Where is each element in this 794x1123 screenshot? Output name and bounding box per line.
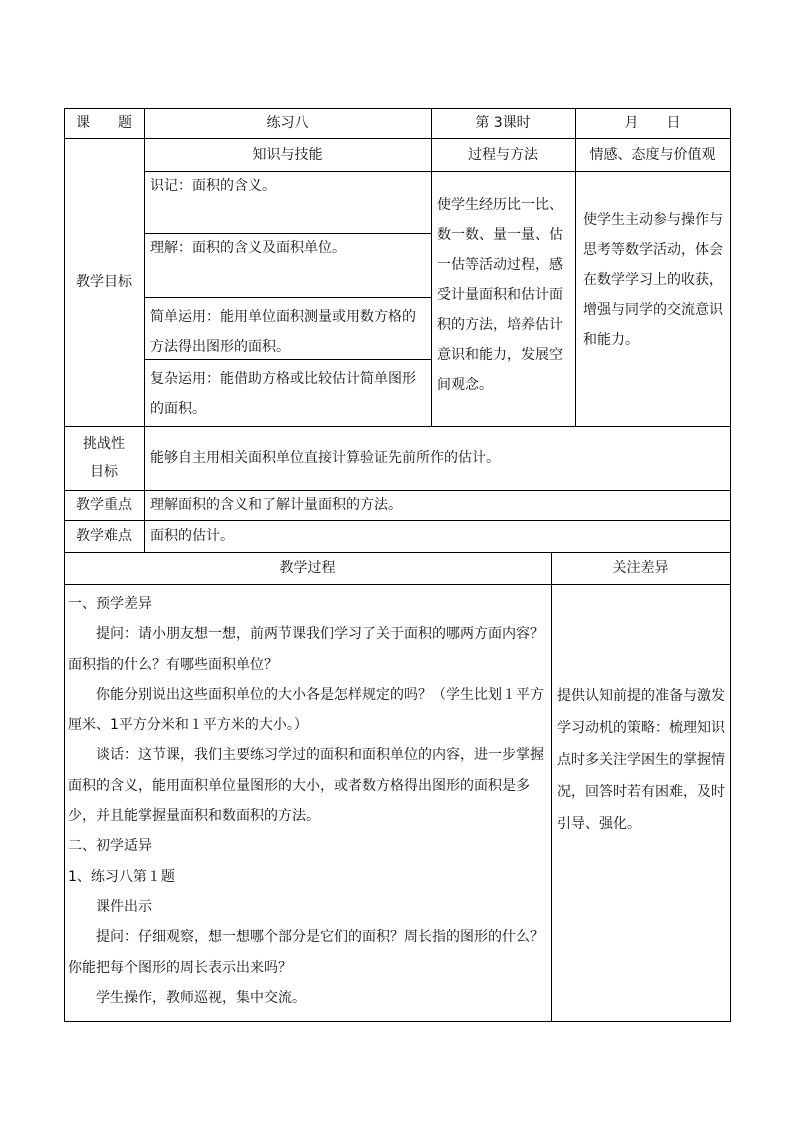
col-knowledge-header: 知识与技能	[252, 146, 323, 163]
challenge-text: 能够自主用相关面积单位直接计算验证先前所作的估计。	[150, 450, 500, 466]
process-paragraph: 提问：仔细观察，想一想哪个部分是它们的面积？周长指的图形的什么？你能把每个图形的周长表示出来吗？	[68, 929, 544, 976]
process-section-1-title: 一、预学差异	[68, 596, 152, 612]
difficulty-text: 面积的估计。	[150, 528, 234, 544]
process-header: 教学过程	[279, 560, 336, 576]
topic-label: 课 题	[76, 115, 132, 131]
process-paragraph: 谈话：这节课，我们主要练习学过的面积和面积单位的内容，进一步掌握面积的含义，能用面积单位量图形的大小，或者数方格得出图形的面积是多少，并且能掌握量面积和数面积的方法。	[68, 747, 544, 825]
table-rule	[144, 297, 431, 298]
process-exercise-title: 1、练习八第１题	[68, 868, 175, 885]
process-paragraph: 学生操作，教师巡视，集中交流。	[96, 989, 306, 1006]
table-rule	[551, 552, 552, 1021]
differences-text: 提供认知前提的准备与激发学习动机的策略：梳理知识点时多关注学困生的掌握情况，回答时若有困难，及时引导、强化。	[557, 688, 725, 832]
table-rule	[64, 108, 730, 109]
difficulty-label: 教学难点	[76, 528, 132, 544]
table-rule	[575, 108, 576, 426]
date-field: 月 日	[624, 115, 681, 131]
table-rule	[144, 108, 145, 552]
col-process-header: 过程与方法	[468, 146, 538, 163]
process-paragraph: 你能分别说出这些面积单位的大小各是怎样规定的吗？（学生比划１平方厘米、1平方分米和１平方米的大小。）	[68, 686, 544, 734]
table-rule	[64, 426, 730, 427]
process-section-2-title: 二、初学适异	[68, 838, 152, 855]
process-paragraph: 课件出示	[96, 898, 152, 915]
objectives-label: 教学目标	[76, 274, 132, 290]
table-rule	[64, 138, 730, 139]
differences-header: 关注差异	[612, 560, 669, 576]
table-rule	[431, 108, 432, 426]
process-body	[68, 589, 546, 1019]
key-point-label: 教学重点	[76, 497, 132, 513]
table-rule	[64, 1021, 730, 1022]
table-rule	[144, 171, 730, 172]
challenge-label: 挑战性 目标	[83, 436, 125, 480]
table-rule	[64, 552, 730, 553]
lesson-number: 第 3课时	[475, 115, 531, 131]
process-paragraph: 提问：请小朋友想一想，前两节课我们学习了关于面积的哪两方面内容？面积指的什么？有哪些面积单位？	[68, 626, 544, 673]
table-rule	[64, 108, 65, 1022]
table-rule	[144, 233, 431, 234]
table-rule	[64, 490, 730, 491]
emotion-attitude-text: 使学生主动参与操作与思考等数学活动，体会在数学学习上的收获，增强与同学的交流意识和能力。	[583, 212, 723, 348]
objective-item-understand: 理解：面积的含义及面积单位。	[150, 240, 346, 256]
topic-value: 练习八	[266, 115, 309, 131]
table-rule	[144, 359, 431, 360]
table-rule	[730, 108, 731, 1022]
table-rule	[64, 520, 730, 521]
table-rule	[64, 584, 730, 585]
objective-item-simple-apply: 简单运用：能用单位面积测量或用数方格的方法得出图形的面积。	[150, 309, 416, 355]
key-point-text: 理解面积的含义和了解计量面积的方法。	[150, 497, 402, 513]
objective-item-complex-apply: 复杂运用：能借助方格或比较估计简单图形的面积。	[150, 371, 416, 417]
col-emotion-header: 情感、态度与价值观	[589, 146, 716, 163]
process-method-text: 使学生经历比一比、数一数、量一量、估一估等活动过程，感受计量面积和估计面积的方法，培养估计意识和能力，发展空间观念。	[437, 197, 563, 393]
objective-item-memorize: 识记：面积的含义。	[150, 178, 276, 194]
